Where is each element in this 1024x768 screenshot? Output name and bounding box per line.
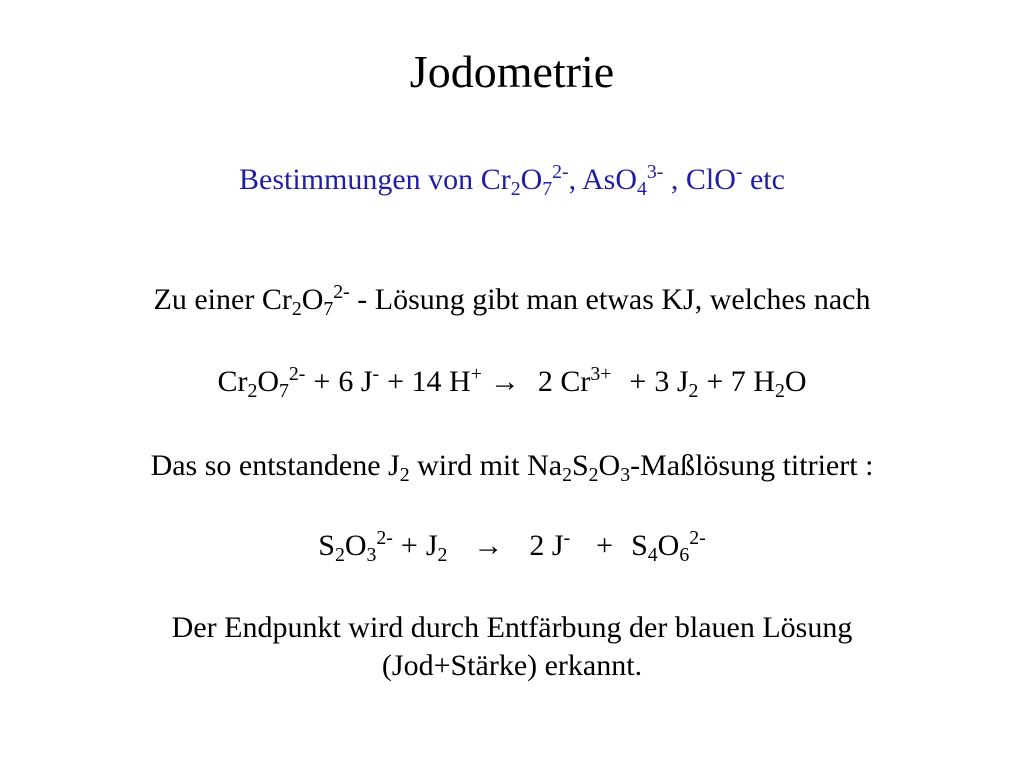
subtitle-prefix: Bestimmungen von [239, 163, 481, 196]
intro-sentence: Zu einer $Cr_2O_7^{2-}$ - Lösung gibt man etwas KJ, welches nach [153, 281, 871, 320]
equation-1: $Cr_2O_7^{2-} + 6$ J- + 14 H+ → 2 $Cr^{3+} + 3$ $J_2 + 7$ $H_2O$ [217, 363, 807, 402]
subtitle-tail: etc [742, 163, 785, 196]
subtitle: Bestimmungen von $Cr_2O_7^{2-}$, AsO$_4^{3-}$ , ClO- etc [239, 161, 785, 200]
formula-arsenate: AsO$_4^{3-}$ [581, 161, 664, 200]
formula-dichromate: $Cr_2O_7^{2-}$ [480, 161, 569, 200]
reaction-arrow-icon: → [473, 529, 504, 562]
page-title: Jodometrie [409, 46, 615, 97]
endpoint-sentence-2: (Jod+Stärke) erkannt. [381, 649, 643, 682]
equation-2: $S_2O_3^{2-} + J_2 \to 2$ $J^- + S_4O_6^{2-}$ [318, 527, 706, 566]
titration-sentence: Das so entstandene $J_2$ wird mit $Na_2S_2O_3$-Maßlösung titriert : [150, 449, 874, 486]
reaction-arrow-icon: → [489, 365, 520, 398]
subtitle-hypochlorite: , ClO- [670, 161, 743, 196]
endpoint-sentence-1: Der Endpunkt wird durch Entfärbung der blauen Lösung [171, 611, 853, 644]
